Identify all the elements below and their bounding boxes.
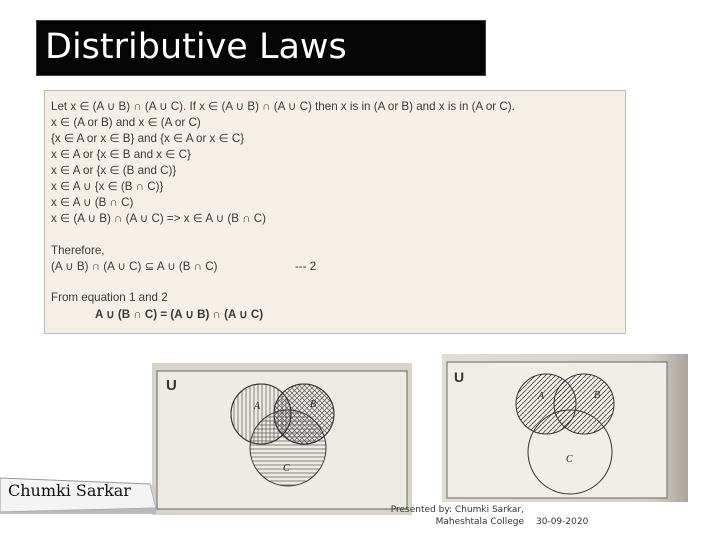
author-name: Chumki Sarkar (8, 481, 131, 500)
set-c-label: C (283, 463, 290, 474)
venn-diagram-right (442, 354, 688, 502)
footer-date: 30-09-2020 (536, 517, 589, 527)
set-b-label: B (594, 390, 601, 401)
proof-line: x ∈ (A or B) and x ∈ (A or C) (51, 116, 201, 129)
set-a-label: A (538, 391, 545, 402)
proof-conclusion: A ∪ (B ∩ C) = (A ∪ B) ∩ (A ∪ C) (95, 308, 264, 321)
proof-line: From equation 1 and 2 (51, 291, 168, 304)
proof-line: Therefore, (51, 244, 105, 257)
set-b-label: B (310, 399, 317, 410)
footer-college: Maheshtala College (435, 517, 524, 527)
proof-line: x ∈ (A ∪ B) ∩ (A ∪ C) => x ∈ A ∪ (B ∩ C) (51, 212, 267, 225)
proof-line: x ∈ A ∪ {x ∈ (B ∩ C)} (51, 180, 164, 193)
universe-label: U (166, 377, 177, 394)
set-c-label: C (566, 454, 573, 465)
set-c-circle (250, 410, 326, 486)
proof-box (44, 90, 626, 334)
proof-line: x ∈ A or {x ∈ (B and C)} (51, 164, 177, 177)
proof-line: {x ∈ A or x ∈ B} and {x ∈ A or x ∈ C} (51, 132, 245, 145)
venn-diagram-left (152, 363, 412, 515)
title-bar (36, 20, 486, 76)
set-a-label: A (254, 401, 261, 412)
proof-line: Let x ∈ (A ∪ B) ∩ (A ∪ C). If x ∈ (A ∪ B) ∩ (A ∪ C) then x is in (A or B) and x is in (A or C). (51, 100, 515, 113)
universe-label: U (454, 369, 465, 385)
proof-line: x ∈ A ∪ (B ∩ C) (51, 196, 134, 209)
footer-presented-by: Presented by: Chumki Sarkar, (390, 505, 524, 515)
footer-presenter (378, 504, 524, 528)
proof-line: (A ∪ B) ∩ (A ∪ C) ⊆ A ∪ (B ∩ C) (51, 260, 218, 273)
proof-line: x ∈ A or {x ∈ B and x ∈ C} (51, 148, 191, 161)
set-b-circle (554, 374, 614, 434)
equation-number: --- 2 (295, 260, 317, 273)
slide-title: Distributive Laws (45, 27, 347, 67)
